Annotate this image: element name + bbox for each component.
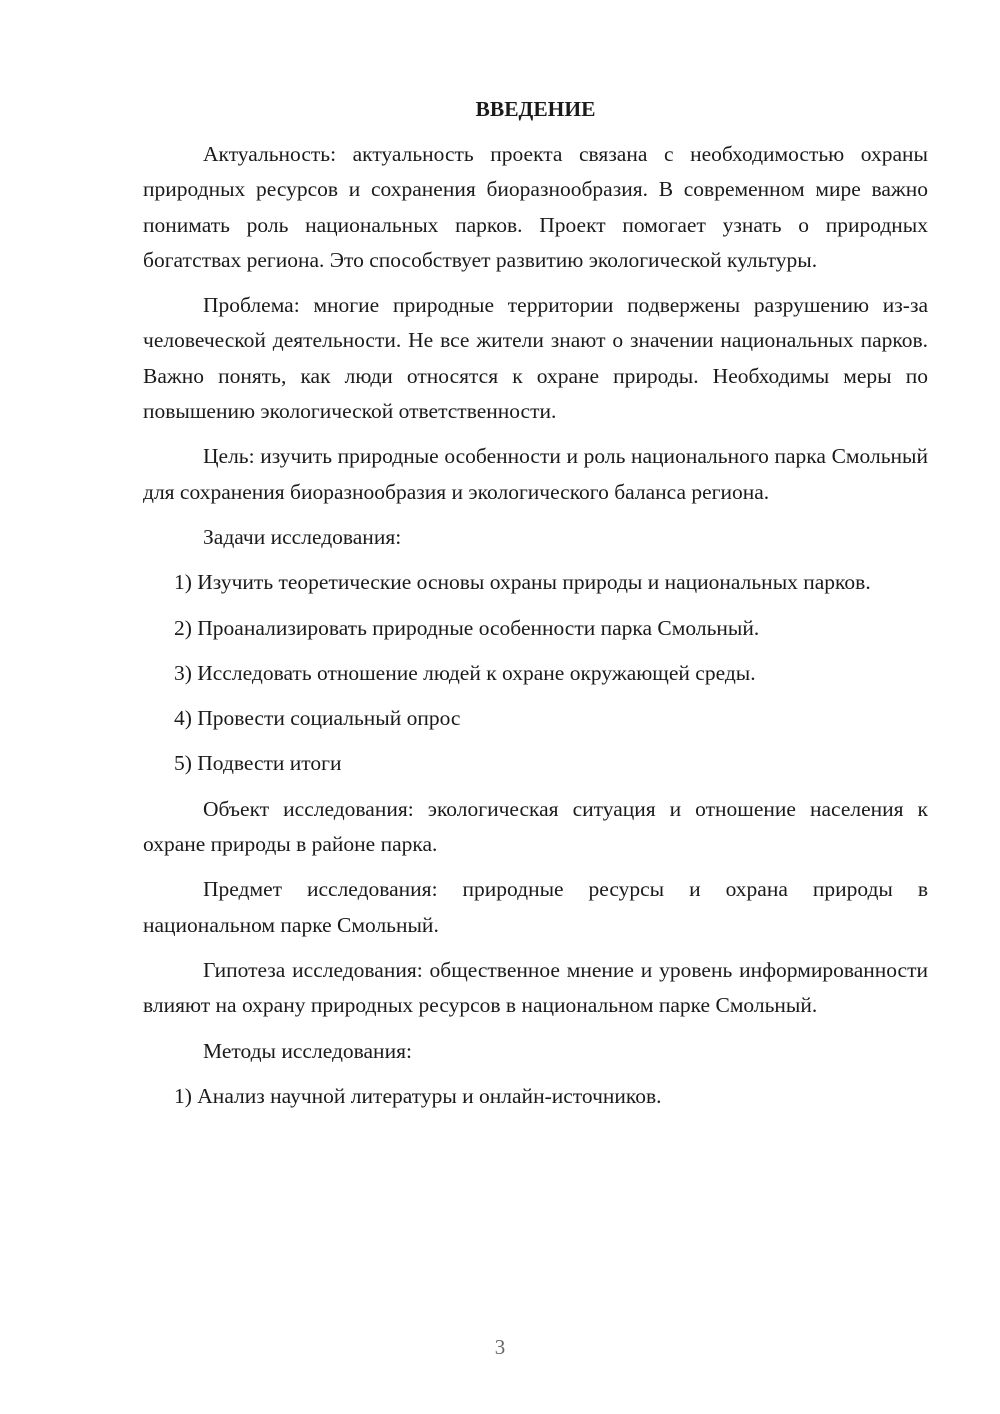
document-title: ВВЕДЕНИЕ: [475, 97, 596, 121]
list-item-task-4: 4) Провести социальный опрос: [174, 706, 461, 731]
list-item-task-3: 3) Исследовать отношение людей к охране окружающей среды.: [174, 660, 756, 685]
paragraph-subject: Предмет исследования: природные ресурсы и охрана природы в национальном парке Смольный.: [143, 877, 928, 937]
paragraph-hypothesis: Гипотеза исследования: общественное мнение и уровень информированности влияют на охрану природных ресурсов в национальном парке Смольный.: [143, 957, 928, 1018]
paragraph-goal: Цель: изучить природные особенности и роль национального парка Смольный для сохранения биоразнообразия и экологического баланса региона.: [143, 444, 928, 504]
paragraph-relevance: Актуальность: актуальность проекта связана с необходимостью охраны природных ресурсов и сохранения биоразнообразия. В современном мире важно понимать роль национальных парков. Проект помогает узнать о природных богатствах региона. Это способствует развитию экологической культуры.: [143, 142, 928, 272]
document-page: [143, 92, 928, 1124]
tasks-heading: Задачи исследования:: [203, 524, 402, 549]
list-item-task-1: 1) Изучить теоретические основы охраны природы и национальных парков.: [174, 570, 871, 595]
list-item-task-5: 5) Подвести итоги: [174, 751, 342, 776]
list-item-task-2: 2) Проанализировать природные особенности парка Смольный.: [174, 615, 760, 640]
page-number: 3: [494, 1335, 506, 1359]
list-item-method-1: 1) Анализ научной литературы и онлайн-источников.: [174, 1083, 662, 1108]
paragraph-object: Объект исследования: экологическая ситуация и отношение населения к охране природы в районе парка.: [143, 796, 928, 857]
paragraph-problem: Проблема: многие природные территории подвержены разрушению из-за человеческой деятельности. Не все жители знают о значении национальных парков. Важно понять, как люди относятся к охране природы. Необходимы меры по повышению экологической ответственности.: [143, 293, 928, 424]
methods-heading: Методы исследования:: [203, 1038, 412, 1063]
